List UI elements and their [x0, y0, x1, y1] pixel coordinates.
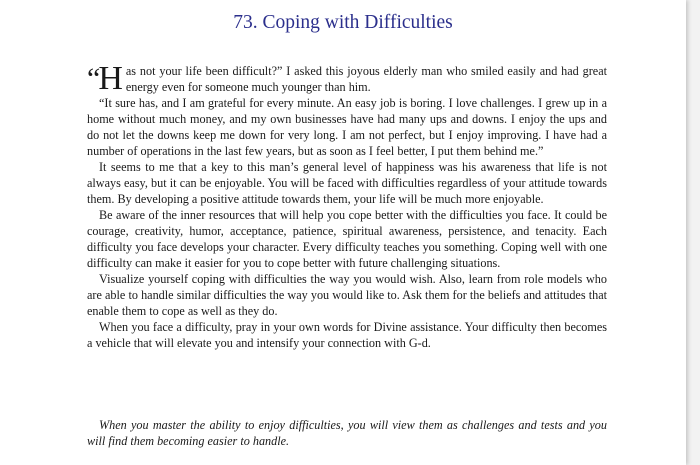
paragraph-4: Be aware of the inner resources that will help you cope better with the difficulties you face. It could be courage, creativity, humor, acceptance, patience, spiritual awareness, persistence, and tenacity. Each difficulty you face develops your character. Every difficulty teaches you something. Coping well with one difficulty can make it easier for you to cope better with future challenging situations.	[87, 208, 607, 270]
page-title: 73. Coping with Difficulties	[233, 12, 453, 33]
drop-cap-quote: “	[87, 62, 99, 95]
paragraph-3: It seems to me that a key to this man’s general level of happiness was his awareness that life is not always easy, but it can be enjoyable. You will be faced with difficulties regardless of your attitude towards them. By developing a positive attitude towards them, your life will be much more enjoyable.	[87, 160, 607, 206]
paragraph-5: Visualize yourself coping with difficulties the way you would wish. Also, learn from role models who are able to handle similar difficulties the way you would like to. Ask them for the beliefs and attitudes that enable them to cope as well as they do.	[87, 272, 607, 318]
closing-text: When you master the ability to enjoy difficulties, you will view them as challenges and tests and you will find them becoming easier to handle.	[87, 418, 607, 448]
paragraph-1	[87, 60, 607, 97]
paragraph-6: When you face a difficulty, pray in your own words for Divine assistance. Your difficulty then becomes a vehicle that will elevate you and intensify your connection with G-d.	[87, 320, 607, 350]
drop-cap-letter: H	[98, 60, 123, 97]
body-text	[87, 60, 607, 351]
paragraph-2: “It sure has, and I am grateful for every minute. An easy job is boring. I love challenges. I grew up in a home without much money, and my own businesses have had many ups and downs. I enjoy the ups and do not let the downs keep me down for very long. I am not perfect, but I enjoy improving. I have had a number of operations in the last few years, but as soon as I feel better, I put them behind me.”	[87, 96, 607, 158]
drop-cap	[87, 60, 123, 97]
closing-statement	[87, 417, 607, 449]
paragraph-1-text: as not your life been difficult?” I asked this joyous elderly man who smiled easily and had great energy even for someone much younger than him.	[125, 64, 607, 94]
